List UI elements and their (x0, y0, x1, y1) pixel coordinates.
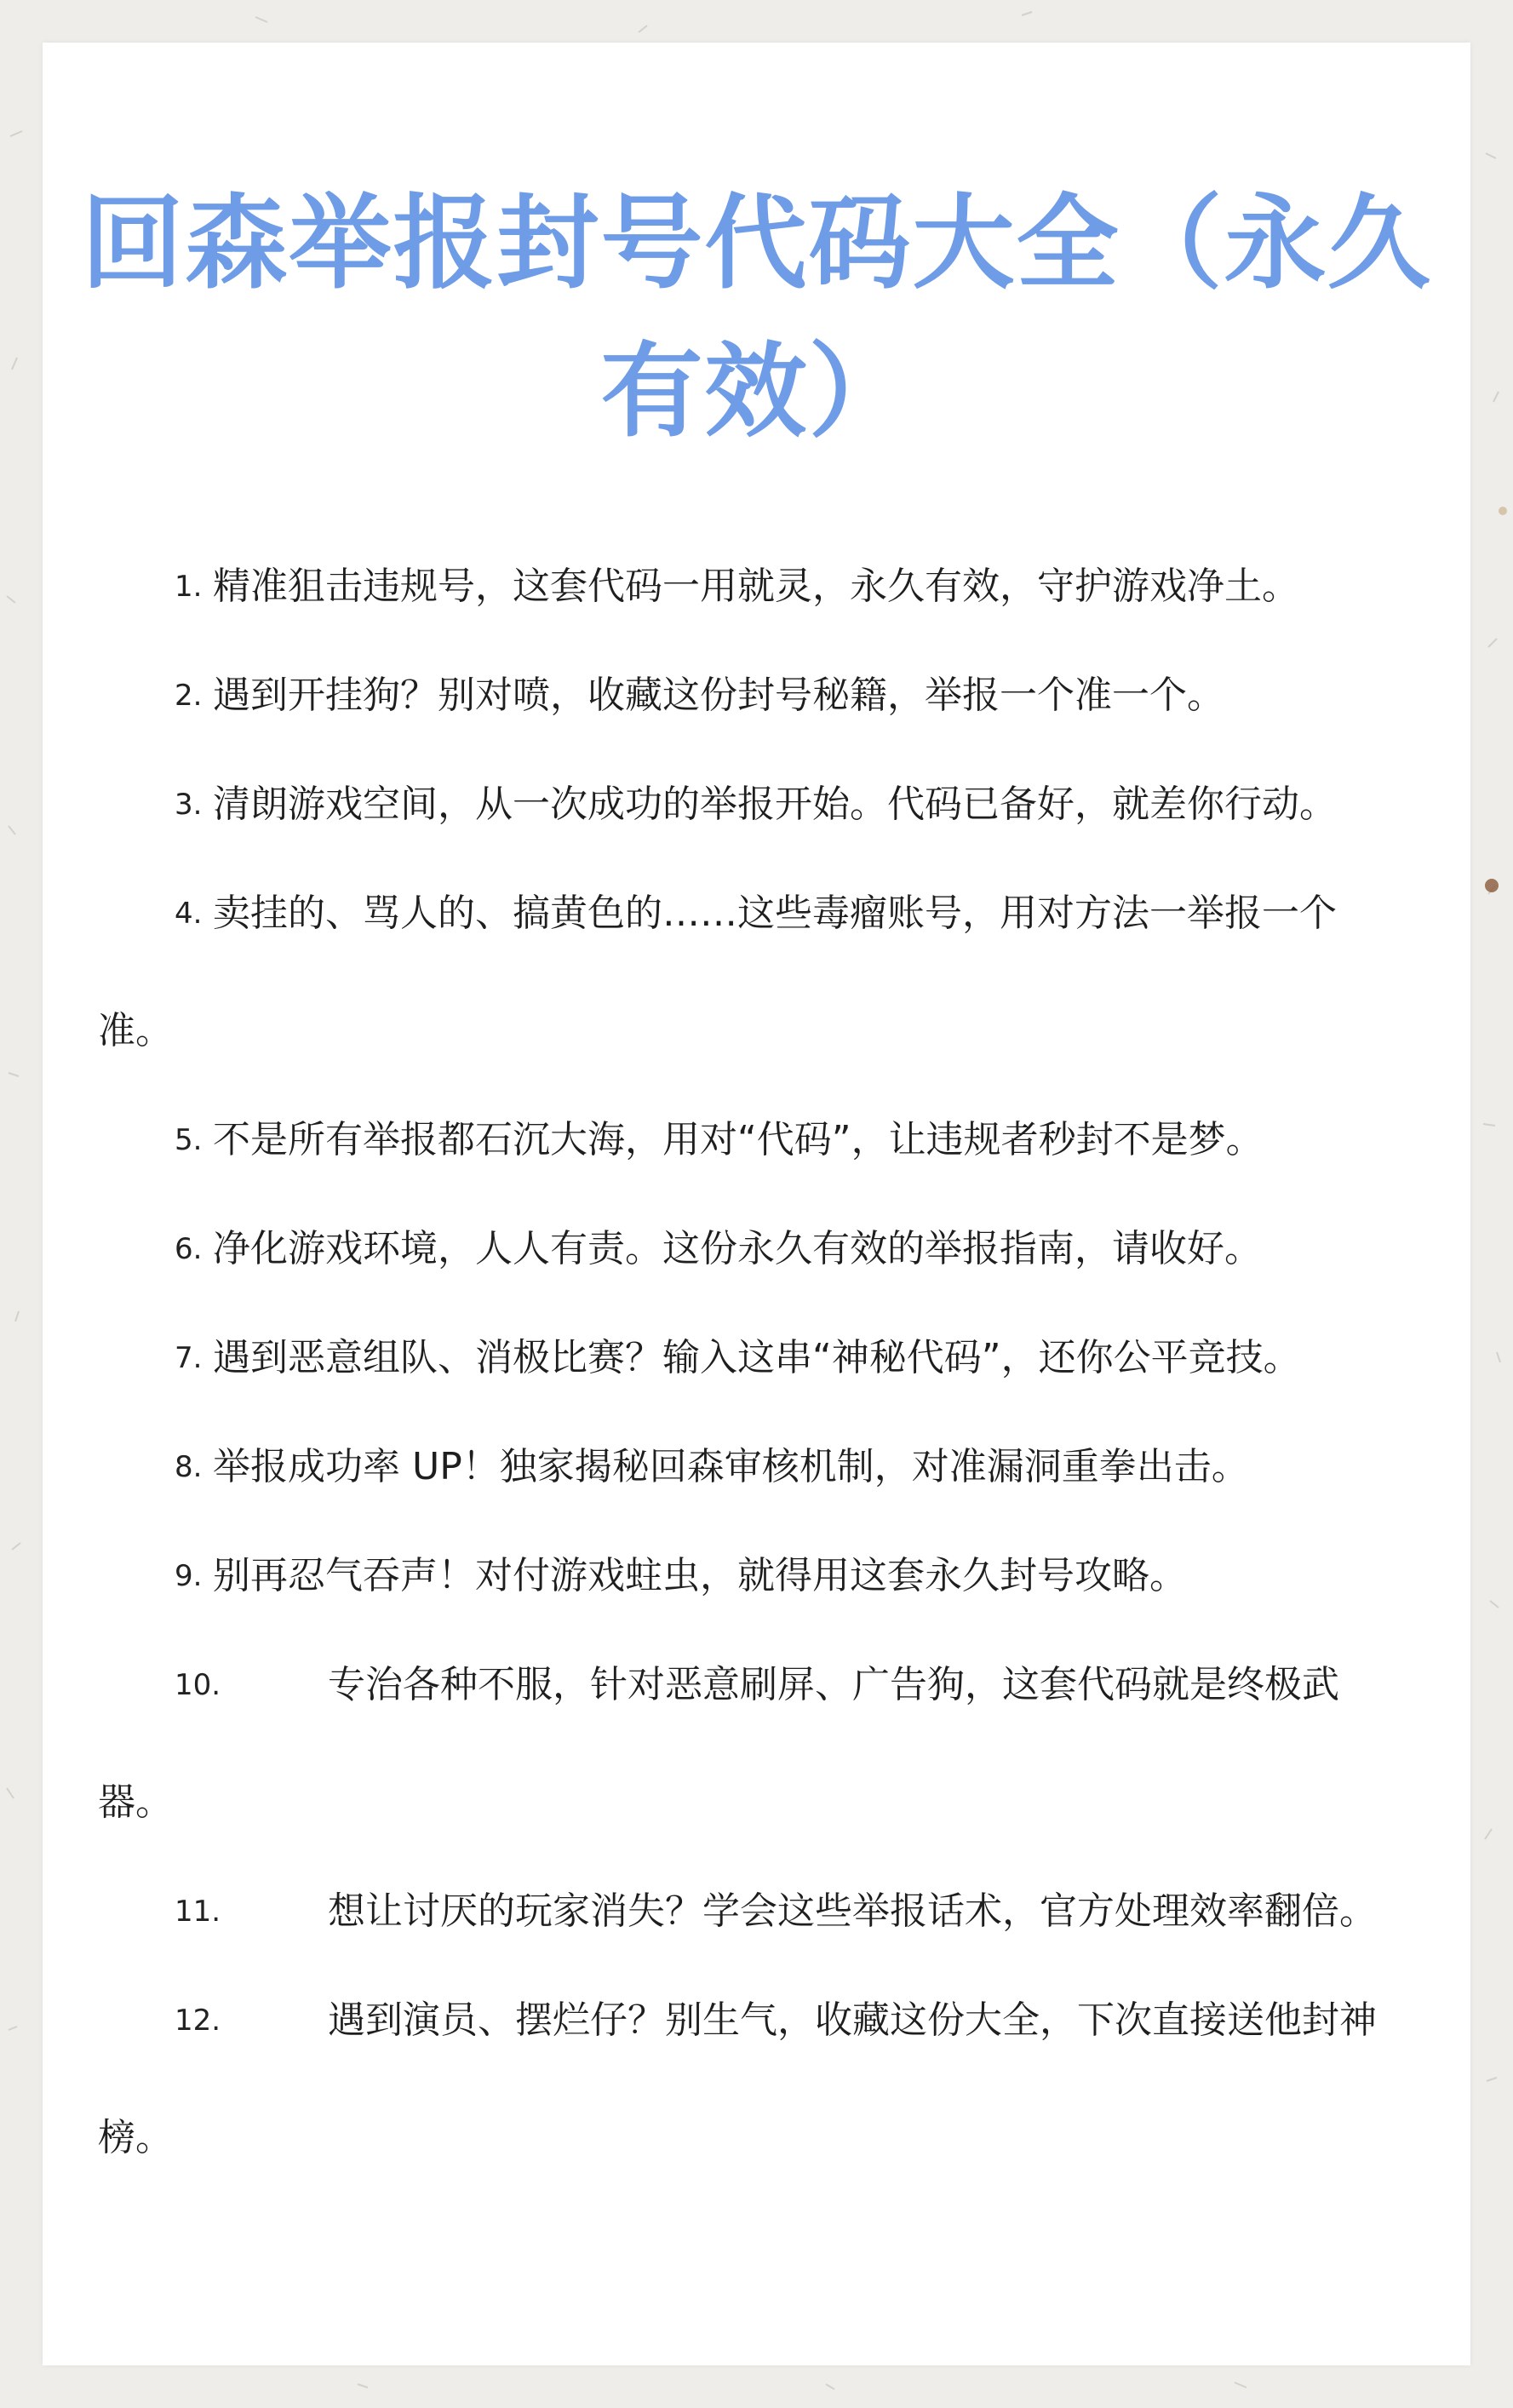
item-text: 遇到恶意组队、消极比赛？输入这串“神秘代码”，还你公平竞技。 (213, 1336, 1301, 1379)
item-text: 遇到开挂狗？别对喷，收藏这份封号秘籍，举报一个准一个。 (213, 674, 1224, 717)
item-number: 11. (175, 1895, 221, 1929)
list-item (43, 1413, 1470, 1522)
list-item (43, 859, 1470, 1086)
item-text-continuation: 榜。 (98, 2116, 173, 2159)
item-number: 3. (175, 788, 203, 822)
item-number: 1. (175, 570, 203, 604)
item-number: 12. (175, 2004, 221, 2038)
list-item (43, 1522, 1470, 1631)
item-number: 4. (175, 897, 203, 931)
item-text: 举报成功率 UP！独家揭秘回森审核机制，对准漏洞重拳出击。 (213, 1445, 1249, 1488)
item-text: 别再忍气吞声！对付游戏蛀虫，就得用这套永久封号攻略。 (213, 1554, 1187, 1597)
item-text: 净化游戏环境，人人有责。这份永久有效的举报指南，请收好。 (213, 1227, 1262, 1270)
item-number: 8. (175, 1450, 203, 1484)
page-title (43, 170, 1470, 467)
item-number: 10. (175, 1668, 221, 1702)
title-line-1: 回森举报封号代码大全（永久 (81, 185, 1432, 303)
item-text-continuation: 器。 (98, 1780, 173, 1824)
item-text: 卖挂的、骂人的、搞黄色的……这些毒瘤账号，用对方法一举报一个 (213, 892, 1337, 935)
item-number: 5. (175, 1123, 203, 1157)
list-item (43, 532, 1470, 641)
item-text: 清朗游戏空间，从一次成功的举报开始。代码已备好，就差你行动。 (213, 783, 1337, 826)
list-item (43, 641, 1470, 750)
item-text: 精准狙击违规号，这套代码一用就灵，永久有效，守护游戏净土。 (213, 565, 1299, 608)
document-page (43, 43, 1470, 2365)
tips-list (43, 532, 1470, 2193)
item-number: 6. (175, 1232, 203, 1266)
item-text: 遇到演员、摆烂仔？别生气，收藏这份大全，下次直接送他封神 (328, 1998, 1377, 2042)
list-item (43, 1195, 1470, 1304)
item-number: 7. (175, 1341, 203, 1375)
title-line-2: 有效） (600, 333, 913, 451)
list-item (43, 1966, 1470, 2193)
item-number: 9. (175, 1559, 203, 1593)
list-item (43, 1304, 1470, 1413)
item-text-continuation: 准。 (98, 1009, 173, 1052)
item-text: 不是所有举报都石沉大海，用对“代码”，让违规者秒封不是梦。 (213, 1118, 1264, 1161)
list-item (43, 1857, 1470, 1966)
item-text: 想让讨厌的玩家消失？学会这些举报话术，官方处理效率翻倍。 (328, 1889, 1377, 1933)
item-number: 2. (175, 679, 203, 713)
list-item (43, 1631, 1470, 1857)
list-item (43, 1086, 1470, 1195)
list-item (43, 750, 1470, 859)
item-text: 专治各种不服，针对恶意刷屏、广告狗，这套代码就是终极武 (328, 1663, 1339, 1706)
